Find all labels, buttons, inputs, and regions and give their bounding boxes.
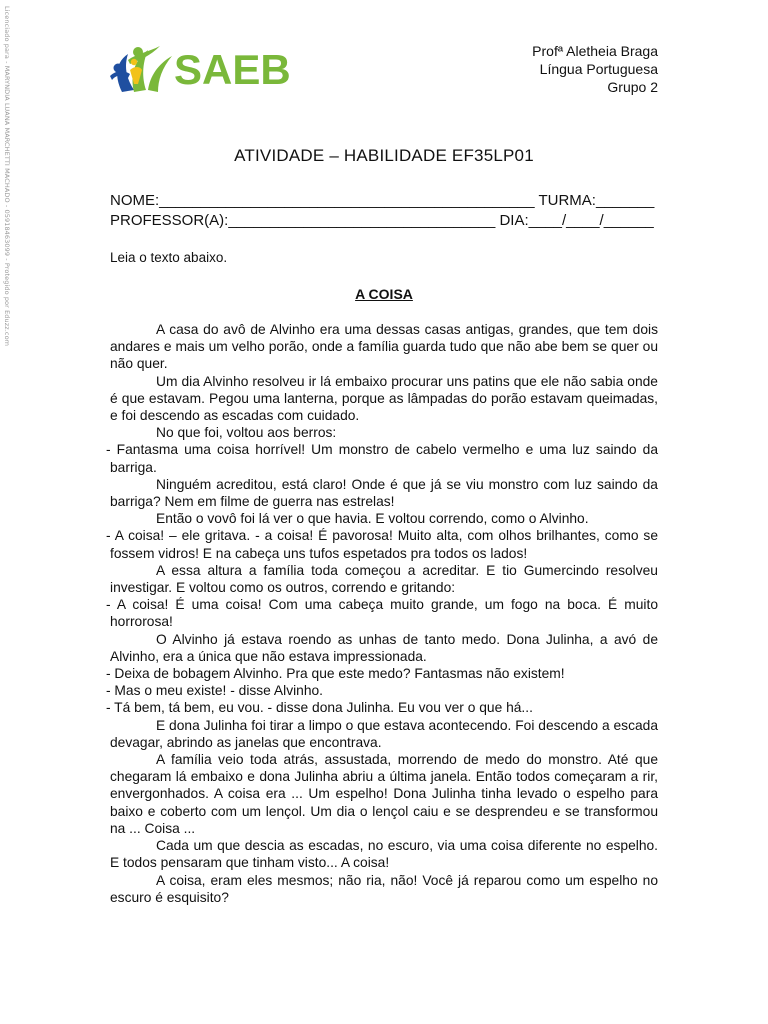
story-paragraph: Um dia Alvinho resolveu ir lá embaixo procurar uns patins que ele não sabia onde é que estavam. Pegou uma lanterna, porque as lâmpadas do porão estavam queimadas, e foi descendo as escadas com cuidado. [110, 373, 658, 424]
story-body [106, 321, 658, 906]
page-title: ATIVIDADE – HABILIDADE EF35LP01 [234, 146, 534, 165]
story-paragraph: A essa altura a família toda começou a acreditar. E tio Gumercindo resolveu investigar. E voltou como os outros, correndo e gritando: [110, 562, 658, 596]
svg-text:SAEB: SAEB [174, 46, 291, 93]
header-info [532, 42, 658, 96]
story-paragraph: A casa do avô de Alvinho era uma dessas casas antigas, grandes, que tem dois andares e mais um velho porão, onde a família guarda tudo que não abe bem se quer ou não quer. [110, 322, 658, 372]
story-paragraph: A família veio toda atrás, assustada, morrendo de medo do monstro. Até que chegaram lá embaixo e dona Julinha abriu a última janela. Então todos começaram a rir, envergonhados. A coisa era ... Um espelho! Dona Julinha tinha levado o espelho para baixo e coberto com um lençol. Um dia o lençol caiu e se desprendeu e se transformou na ... Coisa ... [110, 752, 658, 836]
saeb-logo-icon [108, 40, 298, 96]
form-line-name-class: NOME:_____________________________________________ TURMA:_______ [110, 192, 655, 209]
group-name: Grupo 2 [607, 79, 658, 95]
story-paragraph: - Deixa de bobagem Alvinho. Pra que este medo? Fantasmas não existem! [106, 666, 565, 682]
story-paragraph: O Alvinho já estava roendo as unhas de tanto medo. Dona Julinha, a avó de Alvinho, era a única que não estava impressionada. [110, 631, 658, 664]
story-paragraph: No que foi, voltou aos berros: [156, 425, 337, 441]
subject-name: Língua Portuguesa [539, 61, 658, 77]
story-paragraph: - Mas o meu existe! - disse Alvinho. [106, 683, 324, 699]
story-paragraph: Então o vovô foi lá ver o que havia. E voltou correndo, como o Alvinho. [156, 511, 589, 527]
saeb-logo [108, 40, 298, 96]
form-line-teacher-date: PROFESSOR(A):________________________________ DIA:____/____/______ [110, 212, 654, 229]
story-paragraph: Ninguém acreditou, está claro! Onde é que já se viu monstro com luz saindo da barriga? Nem em filme de guerra nas estrelas! [110, 476, 658, 510]
story-paragraph: - Tá bem, tá bem, eu vou. - disse dona Julinha. Eu vou ver o que há... [106, 700, 533, 716]
story-paragraph: - A coisa! É uma coisa! Com uma cabeça muito grande, um fogo na boca. É muito horrorosa! [106, 597, 658, 630]
license-watermark: Licenciado para - MARYNDIA LUANA MARCHETTI MACHADO - 05918463099 - Protegido por Eduzz.com [3, 6, 11, 346]
story-paragraph: A coisa, eram eles mesmos; não ria, não! Você já reparou como um espelho no escuro é esquisito? [110, 872, 658, 905]
story-paragraph: - A coisa! – ele gritava. - a coisa! É pavorosa! Muito alta, com olhos brilhantes, como se fossem vidros! E na cabeça uns tufos espetados pra todos os lados! [106, 528, 658, 561]
story-paragraph: E dona Julinha foi tirar a limpo o que estava acontecendo. Foi descendo a escada devagar, abrindo as janelas que encontrava. [110, 717, 658, 750]
story-paragraph: - Fantasma uma coisa horrível! Um monstro de cabelo vermelho e uma luz saindo da barriga. [106, 442, 658, 475]
teacher-name: Profª Aletheia Braga [532, 43, 658, 59]
story-title: A COISA [355, 286, 413, 302]
instruction-text: Leia o texto abaixo. [110, 250, 228, 265]
story-paragraph: Cada um que descia as escadas, no escuro, via uma coisa diferente no espelho. E todos pensaram que tinham visto... A coisa! [110, 838, 658, 871]
